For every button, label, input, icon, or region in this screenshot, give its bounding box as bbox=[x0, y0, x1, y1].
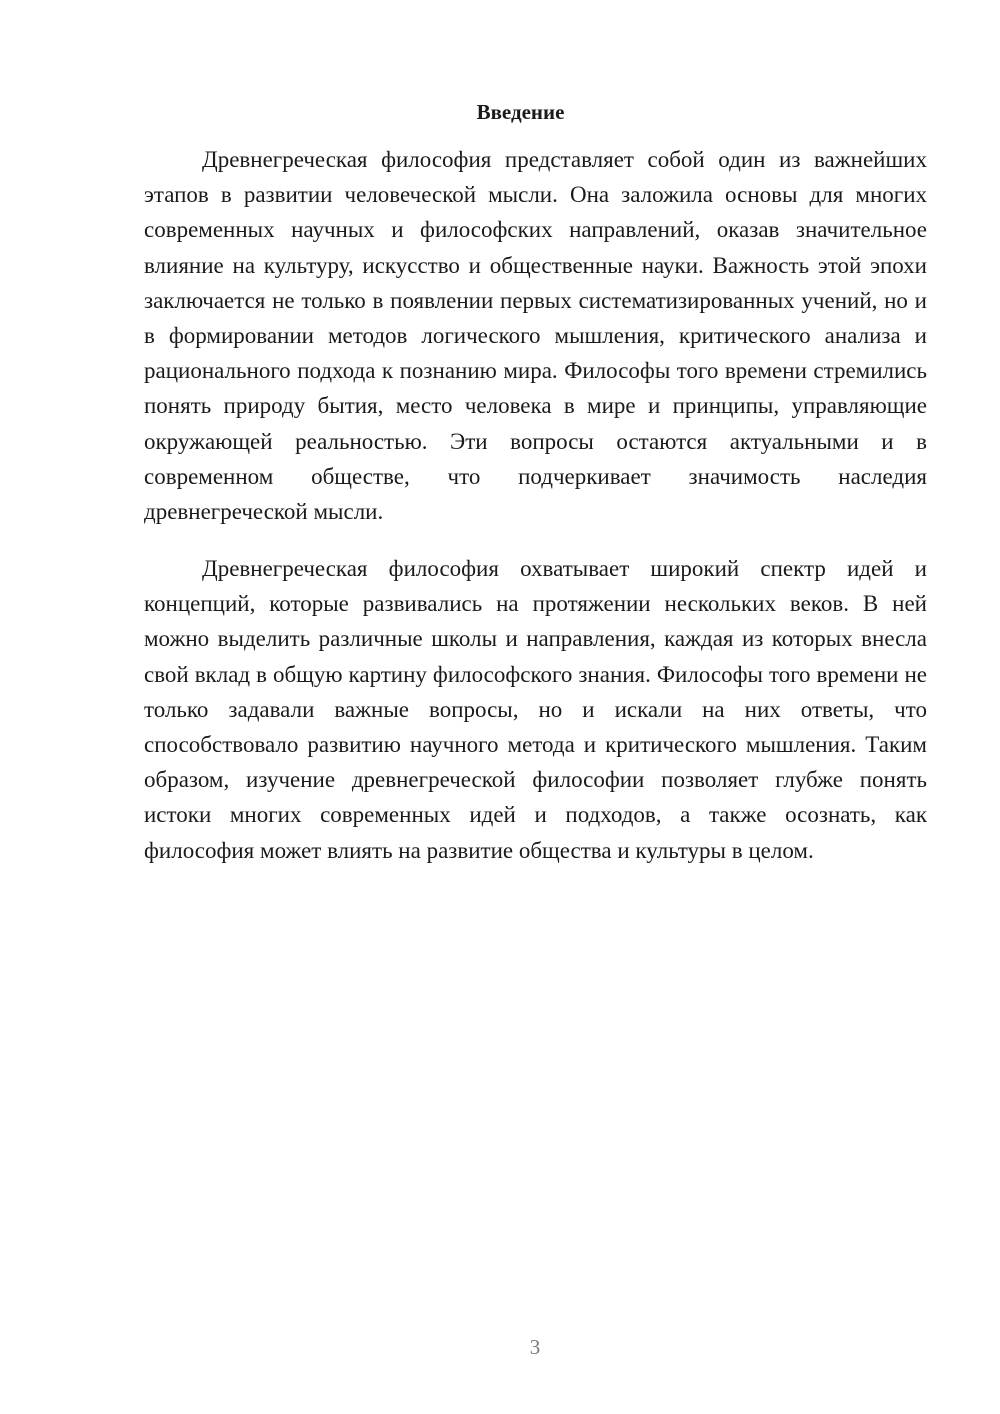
paragraph-intro-2: Древнегреческая философия охватывает широкий спектр идей и концепций, которые развивались на протяжении нескольких веков. В ней можно выделить различные школы и направления, каждая из которых внесла свой вклад в общую картину философского знания. Философы того времени не только задавали важные вопросы, но и искали на них ответы, что способствовало развитию научного метода и критического мышления. Таким образом, изучение древнегреческой философии позволяет глубже понять истоки многих современных идей и подходов, а также осознать, как философия может влиять на развитие общества и культуры в целом. bbox=[144, 556, 927, 863]
page-number: 3 bbox=[529, 1335, 541, 1359]
paragraph-intro-1: Древнегреческая философия представляет собой один из важнейших этапов в развитии человеческой мысли. Она заложила основы для многих современных научных и философских направлений, оказав значительное влияние на культуру, искусство и общественные науки. Важность этой эпохи заключается не только в появлении первых систематизированных учений, но и в формировании методов логического мышления, критического анализа и рационального подхода к познанию мира. Философы того времени стремились понять природу бытия, место человека в мире и принципы, управляющие окружающей реальностью. Эти вопросы остаются актуальными и в современном обществе, что подчеркивает значимость наследия древнегреческой мысли. bbox=[144, 147, 927, 525]
section-heading: Введение bbox=[476, 100, 565, 124]
heading-container bbox=[144, 98, 927, 126]
